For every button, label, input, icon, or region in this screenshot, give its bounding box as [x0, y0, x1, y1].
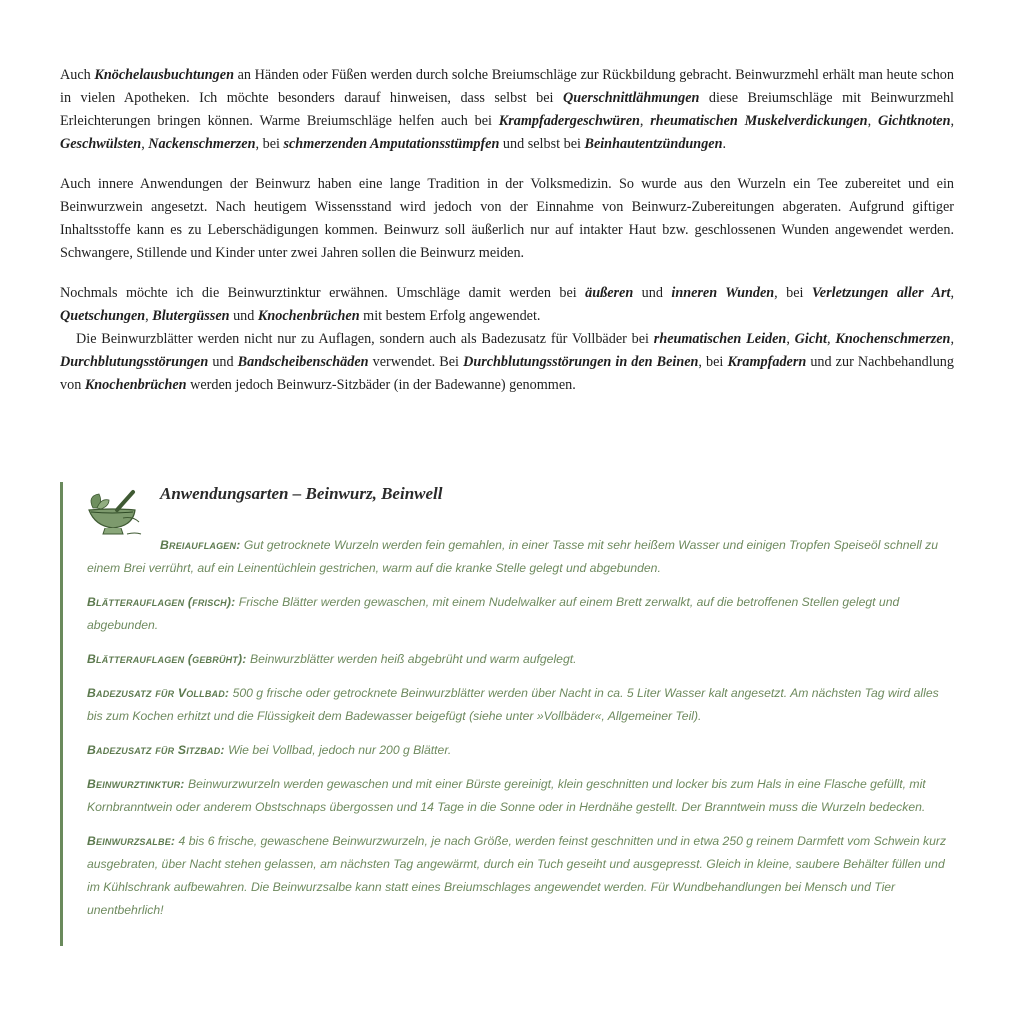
entry-term: Badezusatz für Vollbad:	[87, 686, 230, 700]
emphasis-term: Nackenschmerzen	[148, 136, 256, 152]
emphasis-term: rheumatischen Leiden	[653, 331, 787, 347]
text-run: und zur Nachbehandlung von	[60, 354, 954, 393]
text-run: diese Breiumschläge mit Beinwurzmehl Erleichterungen bringen können. Warme Breiumschläge helfen auch bei	[60, 90, 954, 129]
entry-item	[87, 648, 957, 671]
text-run: ,	[950, 113, 955, 129]
text-run: , bei	[698, 354, 728, 370]
text-run: Auch	[60, 67, 95, 83]
mortar-pestle-icon	[83, 488, 143, 538]
entry-text: 500 g frische oder getrocknete Beinwurzblätter werden über Nacht in ca. 5 Liter Wasser kalt angesetzt. Am nächsten Tag wird alles bis zum Kochen erhitzt und die Flüssigkeit dem Badewasser beigefügt (siehe unter »Vollbäder«, Allgemeiner Teil).	[87, 686, 939, 723]
text-run: und selbst bei	[499, 136, 585, 152]
emphasis-term: Verletzungen aller Art	[811, 285, 951, 301]
entry-text: 4 bis 6 frische, gewaschene Beinwurzwurzeln, je nach Größe, werden feinst geschnitten und in etwa 250 g reinem Darmfett vom Schwein kurz ausgebraten, über Nacht stehen gelassen, am nächsten Tag angewärmt, durch ein Tuch geseiht und ausgepresst. Gleich in kleine, saubere Behälter füllen und im Kühlschrank aufbewahren. Die Beinwurzsalbe kann statt eines Breiumschlages angewendet werden. Für Wundbehandlungen bei Mensch und Tier unentbehrlich!	[87, 834, 947, 917]
entry-term: Badezusatz für Sitzbad:	[87, 743, 225, 757]
paragraph-4	[60, 328, 954, 397]
text-run: ,	[827, 331, 836, 347]
text-run: , bei	[774, 285, 812, 301]
text-run: ,	[639, 113, 651, 129]
emphasis-term: Krampfadern	[727, 354, 807, 370]
paragraph-2	[60, 173, 954, 265]
text-run: Die Beinwurzblätter werden nicht nur zu Auflagen, sondern auch als Badezusatz für Vollbäder bei	[76, 331, 654, 347]
entry-item	[87, 591, 957, 637]
emphasis-term: Knochenbrüchen	[84, 377, 187, 393]
text-run: an Händen oder Füßen werden durch solche Breiumschläge zur Rückbildung gebracht. Beinwurzmehl erhält man heute schon in vielen Apotheken. Ich möchte besonders darauf hinweisen, dass selbst bei	[60, 67, 954, 106]
text-run: ,	[867, 113, 878, 129]
emphasis-term: Krampfadergeschwüren	[498, 113, 640, 129]
entry-term: Blätterauflagen (frisch):	[87, 595, 236, 609]
entry-term: Beinwurzsalbe:	[87, 834, 176, 848]
body-text	[60, 64, 954, 414]
entry-text: Frische Blätter werden gewaschen, mit einem Nudelwalker auf einem Brett zerwalkt, auf die betroffenen Stellen gelegt und abgebunden.	[87, 595, 900, 632]
text-run: , bei	[255, 136, 284, 152]
emphasis-term: Durchblutungsstörungen in den Beinen	[463, 354, 699, 370]
emphasis-term: Knochenbrüchen	[257, 308, 360, 324]
entries-list	[87, 534, 957, 933]
emphasis-term: Knöchelausbuchtungen	[94, 67, 234, 83]
entry-term: Blätterauflagen (gebrüht):	[87, 652, 247, 666]
emphasis-term: Quetschungen	[60, 308, 146, 324]
text-run: und	[208, 354, 238, 370]
text-run: ,	[950, 331, 954, 347]
entry-text: Beinwurzblätter werden heiß abgebrüht und warm aufgelegt.	[246, 652, 577, 666]
emphasis-term: Bandscheibenschäden	[237, 354, 369, 370]
box-title: Anwendungsarten – Beinwurz, Beinwell	[160, 484, 443, 503]
application-methods-box	[60, 482, 963, 946]
entry-term: Breiauflagen:	[160, 538, 241, 552]
emphasis-term: schmerzenden Amputationsstümpfen	[283, 136, 500, 152]
text-run: Nochmals möchte ich die Beinwurztinktur erwähnen. Umschläge damit werden bei	[60, 285, 586, 301]
emphasis-term: Blutergüssen	[152, 308, 230, 324]
entry-item	[87, 830, 957, 922]
paragraph-1	[60, 64, 954, 156]
entry-item	[87, 739, 957, 762]
emphasis-term: Gicht	[794, 331, 827, 347]
entry-item	[87, 534, 957, 580]
emphasis-term: Knochenschmerzen	[835, 331, 951, 347]
entry-text: Gut getrocknete Wurzeln werden fein gemahlen, in einer Tasse mit sehr heißem Wasser und einigen Tropfen Speiseöl schnell zu einem Brei verrührt, auf ein Leinentüchlein gestrichen, warm auf die kranke Stelle gelegt und abgebunden.	[87, 538, 938, 575]
text-run: verwendet. Bei	[368, 354, 464, 370]
entry-text: Beinwurzwurzeln werden gewaschen und mit einer Bürste gereinigt, klein geschnitten und locker bis zum Hals in eine Flasche gefüllt, mit Kornbranntwein oder anderem Obstschnaps übergossen und 14 Tage in die Sonne oder in Herdnähe gestellt. Der Branntwein muss die Wurzeln bedecken.	[87, 777, 926, 814]
emphasis-term: äußeren	[585, 285, 634, 301]
text-run: ,	[786, 331, 795, 347]
entry-item	[87, 682, 957, 728]
emphasis-term: Durchblutungsstörungen	[60, 354, 209, 370]
text-run: werden jedoch Beinwurz-Sitzbäder (in der Badewanne) genommen.	[186, 377, 576, 393]
paragraph-3	[60, 282, 954, 328]
text-run: mit bestem Erfolg angewendet.	[359, 308, 541, 324]
emphasis-term: inneren Wunden	[671, 285, 775, 301]
entry-term: Beinwurztinktur:	[87, 777, 185, 791]
text-run: ,	[141, 136, 149, 152]
text-run: Auch innere Anwendungen der Beinwurz haben eine lange Tradition in der Volksmedizin. So wurde aus den Wurzeln ein Tee zubereitet und ein Beinwurzwein angesetzt. Nach heutigem Wissensstand wird jedoch von der Einnahme von Beinwurz-Zubereitungen abgeraten. Aufgrund giftiger Inhaltsstoffe kann es zu Leberschädigungen kommen. Beinwurz soll äußerlich nur auf intakter Haut bzw. geschlossenen Wunden angewendet werden. Schwangere, Stillende und Kinder unter zwei Jahren sollen die Beinwurz meiden.	[60, 176, 954, 261]
emphasis-term: Beinhautentzündungen	[584, 136, 723, 152]
entry-item	[87, 773, 957, 819]
emphasis-term: rheumatischen Muskelverdickungen	[650, 113, 868, 129]
text-run: .	[722, 136, 727, 152]
text-run: und	[633, 285, 672, 301]
emphasis-term: Querschnittlähmungen	[562, 90, 700, 106]
text-run: ,	[950, 285, 954, 301]
emphasis-term: Gichtknoten	[877, 113, 951, 129]
emphasis-term: Geschwülsten	[60, 136, 142, 152]
entry-text: Wie bei Vollbad, jedoch nur 200 g Blätter.	[224, 743, 452, 757]
text-run: und	[229, 308, 258, 324]
text-run: ,	[145, 308, 153, 324]
